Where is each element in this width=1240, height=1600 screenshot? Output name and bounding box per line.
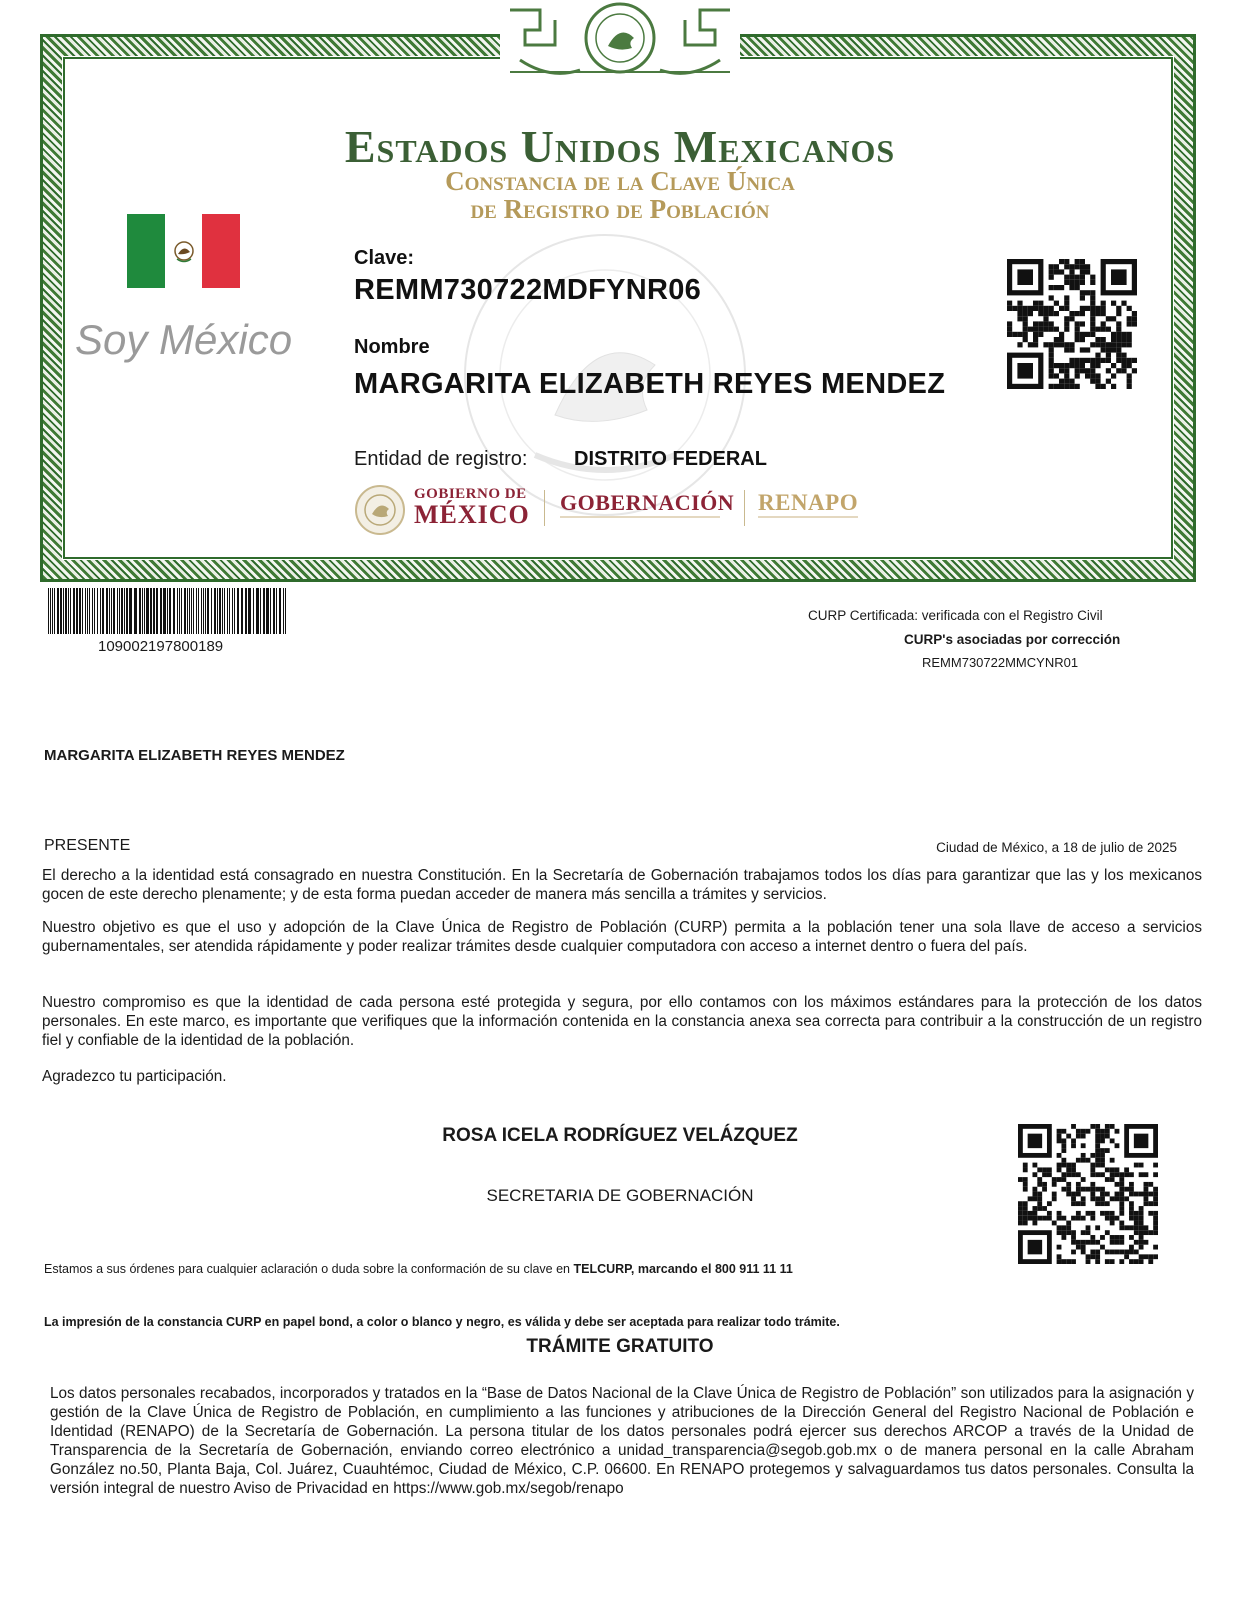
validity-notice: La impresión de la constancia CURP en papel bond, a color o blanco y negro, es válida y debe ser aceptada para realizar todo trámite. <box>44 1315 840 1329</box>
barcode-number: 109002197800189 <box>98 638 224 655</box>
clave-label: Clave: <box>354 247 415 269</box>
certificate-title: Estados Unidos Mexicanos <box>344 121 896 172</box>
curp-asociadas-label: CURP's asociadas por corrección <box>904 632 1121 647</box>
certificate-subtitle-1: Constancia de la Clave Única <box>445 166 795 196</box>
curp-certificada: CURP Certificada: verificada con el Registro Civil <box>808 608 1103 623</box>
contact-line <box>44 1262 793 1276</box>
gobierno-line2: MÉXICO <box>414 500 530 529</box>
qr-code-icon <box>1018 1124 1158 1264</box>
gobierno-line1: GOBIERNO DE <box>414 486 527 502</box>
letter-presente: PRESENTE <box>44 837 131 854</box>
letter-thanks: Agradezco tu participación. <box>42 1068 227 1085</box>
soy-mexico-label: Soy México <box>75 316 293 363</box>
curp-asociada-value: REMM730722MMCYNR01 <box>922 655 1079 670</box>
nombre-label: Nombre <box>354 336 430 358</box>
logo-divider-1 <box>544 490 545 526</box>
coat-of-arms-icon <box>500 0 740 82</box>
signer-title: SECRETARIA DE GOBERNACIÓN <box>486 1186 754 1205</box>
gobernacion-logo: GOBERNACIÓN <box>560 490 735 515</box>
entidad-label: Entidad de registro: <box>354 448 528 470</box>
logo-divider-2 <box>744 490 745 526</box>
qr-code-icon <box>1007 259 1137 389</box>
letter-paragraph-1: El derecho a la identidad está consagrado en nuestra Constitución. En la Secretaría de Gobernación trabajamos todos los días para garantizar que las y los mexicanos gocen de este derecho plenamente; y de esta forma puedan acceder de manera más sencilla a trámites y servicios. <box>42 867 1202 903</box>
renapo-subline <box>758 516 858 518</box>
gobernacion-subline <box>560 516 720 518</box>
renapo-logo: RENAPO <box>758 490 859 515</box>
barcode-icon <box>48 588 288 634</box>
clave-value: REMM730722MDFYNR06 <box>354 274 702 306</box>
entidad-value: DISTRITO FEDERAL <box>574 448 767 470</box>
nombre-value: MARGARITA ELIZABETH REYES MENDEZ <box>354 368 946 400</box>
certificate-subtitle-2: de Registro de Población <box>470 194 770 224</box>
mexican-flag-icon <box>127 214 240 288</box>
government-logos <box>354 484 914 538</box>
contact-text: Estamos a sus órdenes para cualquier aclaración o duda sobre la conformación de su clave en <box>44 1262 574 1276</box>
contact-phone: TELCURP, marcando el 800 911 11 11 <box>573 1262 793 1276</box>
letter-place-date: Ciudad de México, a 18 de julio de 2025 <box>936 840 1177 855</box>
letter-paragraph-2: Nuestro objetivo es que el uso y adopción de la Clave Única de Registro de Población (CURP) permita a la población tener una sola llave de acceso a servicios gubernamentales, ser atendida rápidamente y poder realizar trámites desde cualquier computadora con acceso a internet dentro o fuera del país. <box>42 919 1202 955</box>
privacy-notice: Los datos personales recabados, incorporados y tratados en la “Base de Datos Nacional de la Clave Única de Registro de Población” son utilizados para la asignación y gestión de la Clave Única de Registro de Población, en cumplimiento a las funciones y atribuciones de la Dirección General del Registro Nacional de Población e Identidad (RENAPO) de la Secretaría de Gobernación. La persona titular de los datos personales podrá ejercer sus derechos ARCOP a través de la Unidad de Transparencia de la Secretaría de Gobernación, enviando correo electrónico a unidad_transparencia@segob.gob.mx o de manera personal en la calle Abraham González no.50, Planta Baja, Col. Juárez, Cuauhtémoc, Ciudad de México, C.P. 06600. En RENAPO protegemos y salvaguardamos tus datos personales. Consulta la versión integral de nuestro Aviso de Privacidad en https://www.gob.mx/segob/renapo <box>50 1385 1194 1497</box>
gobierno-seal-icon <box>354 484 406 536</box>
letter-paragraph-3: Nuestro compromiso es que la identidad de cada persona esté protegida y segura, por ello contamos con los máximos estándares para la protección de los datos personales. En este marco, es importante que verifiques que la información contenida en la constancia anexa sea correcta para contribuir a la construcción de un registro fiel y confiable de la identidad de la población. <box>42 994 1202 1049</box>
letter-recipient: MARGARITA ELIZABETH REYES MENDEZ <box>44 747 345 764</box>
tramite-gratuito: TRÁMITE GRATUITO <box>526 1336 714 1357</box>
signer-name: ROSA ICELA RODRÍGUEZ VELÁZQUEZ <box>442 1125 798 1146</box>
